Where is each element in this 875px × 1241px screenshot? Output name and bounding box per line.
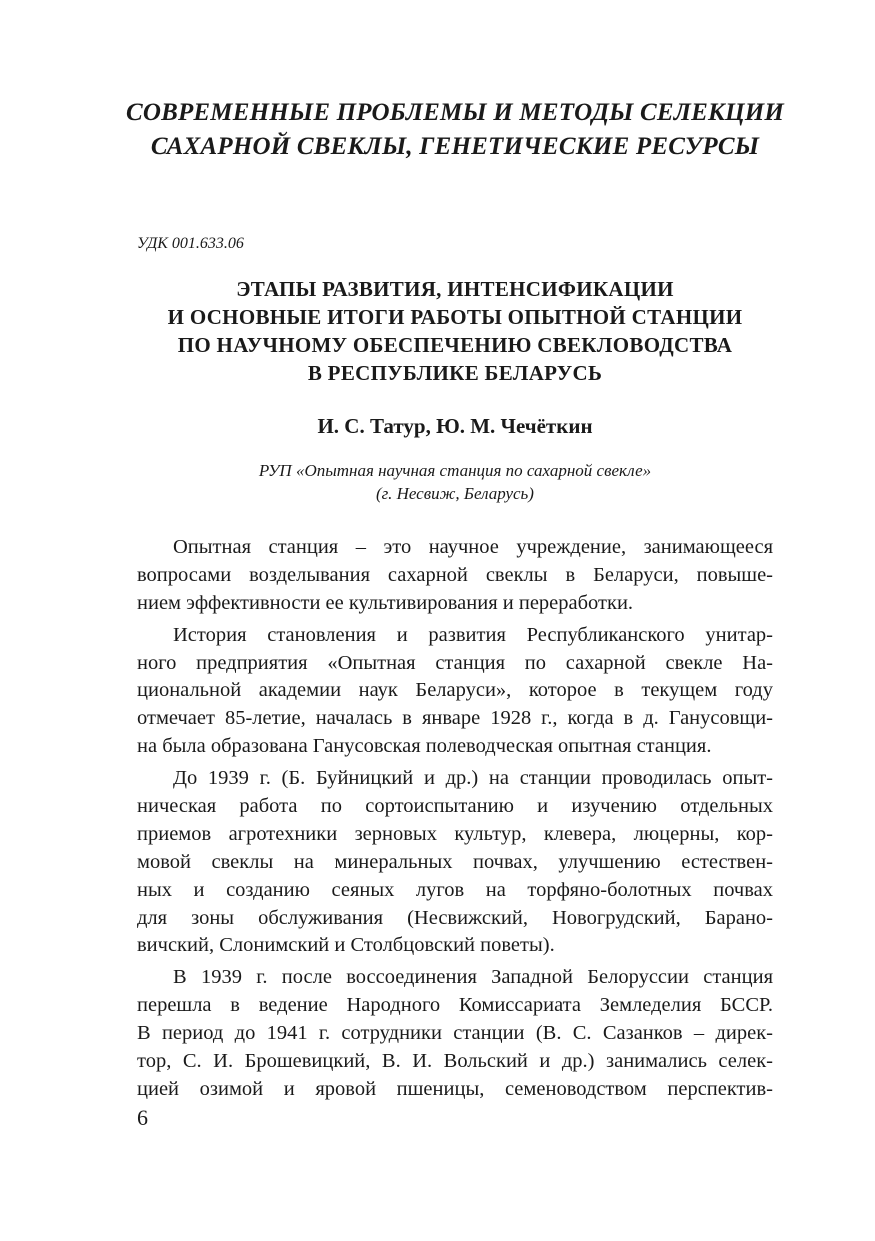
text-line: перешла в ведение Народного Комиссариата Земледелия БССР. — [137, 994, 773, 1017]
text-line: цией озимой и яровой пшеницы, семеноводством перспектив- — [137, 1077, 773, 1100]
affiliation-line: РУП «Опытная научная станция по сахарной свекле» — [258, 461, 652, 480]
section-title-line: САХАРНОЙ СВЕКЛЫ, ГЕНЕТИЧЕСКИЕ РЕСУРСЫ — [150, 133, 760, 160]
section-title — [100, 96, 810, 164]
text-line: ного предприятия «Опытная станция по сахарной свекле На- — [137, 651, 773, 674]
text-line: ных и созданию сеяных лугов на торфяно-болотных почвах — [137, 878, 773, 901]
article-title-line: И ОСНОВНЫЕ ИТОГИ РАБОТЫ ОПЫТНОЙ СТАНЦИИ — [167, 305, 743, 329]
article-title — [100, 275, 810, 387]
udc-code: УДК 001.633.06 — [137, 235, 244, 252]
section-title-line: СОВРЕМЕННЫЕ ПРОБЛЕМЫ И МЕТОДЫ СЕЛЕКЦИИ — [125, 99, 785, 126]
text-line: отмечает 85-летие, началась в январе 1928 г., когда в д. Ганусовщи- — [137, 707, 773, 730]
text-line: вопросами возделывания сахарной свеклы в Беларуси, повыше- — [137, 563, 773, 586]
affiliation — [100, 459, 810, 505]
text-line: В 1939 г. после воссоединения Западной Белоруссии станция — [173, 966, 773, 989]
text-line: нием эффективности ее культивирования и переработки. — [137, 591, 634, 614]
page-number: 6 — [137, 1105, 148, 1130]
text-line: для зоны обслуживания (Несвижский, Новогрудский, Барано- — [137, 906, 773, 929]
text-line: В период до 1941 г. сотрудники станции (В. С. Сазанков – дирек- — [137, 1022, 773, 1045]
body-text — [137, 534, 773, 1104]
text-line: История становления и развития Республиканского унитар- — [173, 623, 773, 646]
text-line: приемов агротехники зерновых культур, клевера, люцерны, кор- — [137, 822, 773, 845]
authors: И. С. Татур, Ю. М. Чечёткин — [317, 414, 593, 438]
text-line: мовой свеклы на минеральных почвах, улучшению естествен- — [137, 850, 773, 873]
article-title-line: ЭТАПЫ РАЗВИТИЯ, ИНТЕНСИФИКАЦИИ — [236, 277, 674, 301]
text-line: на была образована Ганусовская полеводческая опытная станция. — [137, 735, 712, 758]
article-title-line: В РЕСПУБЛИКЕ БЕЛАРУСЬ — [307, 361, 603, 385]
text-line: ническая работа по сортоиспытанию и изучению отдельных — [137, 795, 773, 818]
text-line: вичский, Слонимский и Столбцовский поветы). — [137, 934, 555, 957]
paragraph — [137, 964, 773, 1103]
text-line: Опытная станция – это научное учреждение, занимающееся — [173, 536, 773, 558]
paragraph — [137, 534, 773, 618]
article-title-line: ПО НАУЧНОМУ ОБЕСПЕЧЕНИЮ СВЕКЛОВОДСТВА — [177, 333, 733, 357]
affiliation-line: (г. Несвиж, Беларусь) — [376, 484, 534, 503]
text-line: тор, С. И. Брошевицкий, В. И. Вольский и др.) занимались селек- — [137, 1050, 773, 1073]
text-line: До 1939 г. (Б. Буйницкий и др.) на станции проводилась опыт- — [173, 767, 773, 790]
text-line: циональной академии наук Беларуси», которое в текущем году — [137, 679, 773, 702]
paragraph — [137, 622, 773, 761]
paragraph — [137, 765, 773, 960]
